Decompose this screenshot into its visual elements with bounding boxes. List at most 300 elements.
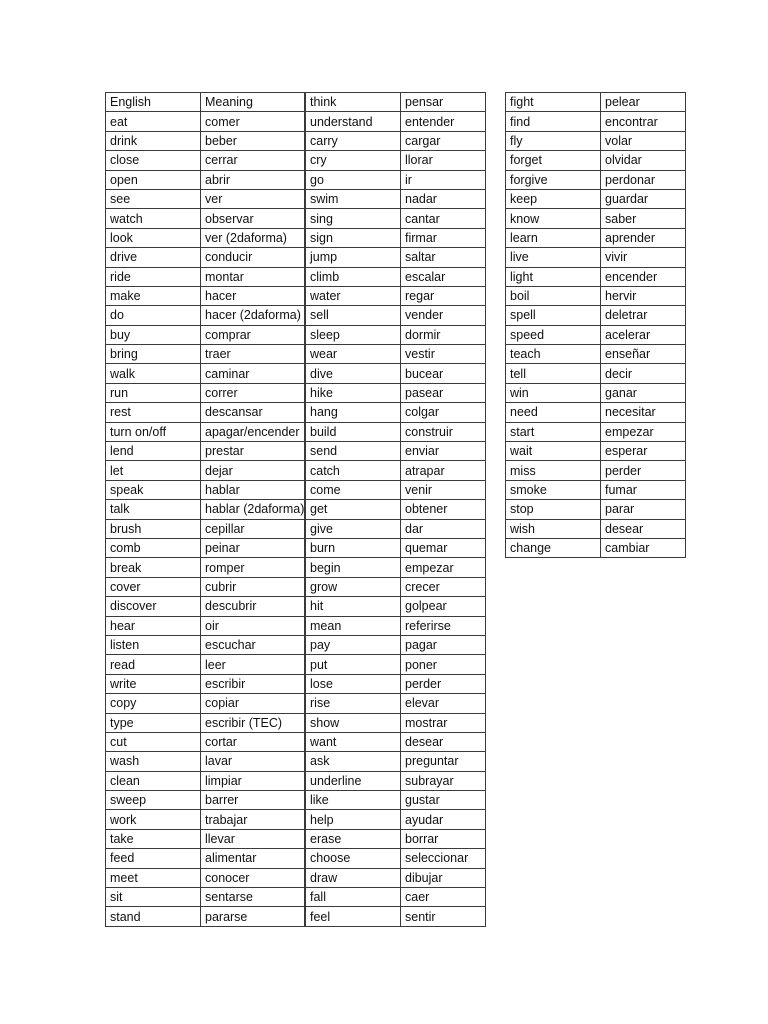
- english-word-cell: hang: [306, 403, 401, 422]
- table-row: [506, 209, 686, 228]
- table-row: [106, 151, 305, 170]
- spanish-meaning-cell: llorar: [401, 151, 486, 170]
- spanish-meaning-cell: conocer: [201, 868, 305, 887]
- english-word-cell: light: [506, 267, 601, 286]
- english-word-cell: give: [306, 519, 401, 538]
- table-row: [306, 694, 486, 713]
- spanish-meaning-cell: atrapar: [401, 461, 486, 480]
- spanish-meaning-cell: saber: [601, 209, 686, 228]
- english-word-cell: burn: [306, 538, 401, 557]
- table-row: [306, 538, 486, 557]
- table-row: [506, 500, 686, 519]
- spanish-meaning-cell: caminar: [201, 364, 305, 383]
- english-word-cell: fall: [306, 888, 401, 907]
- table-row: [106, 422, 305, 441]
- english-word-cell: brush: [106, 519, 201, 538]
- english-word-cell: get: [306, 500, 401, 519]
- vocab-table-1: [105, 92, 305, 927]
- table-row: [506, 93, 686, 112]
- english-word-cell: wear: [306, 345, 401, 364]
- english-word-cell: sign: [306, 228, 401, 247]
- english-word-cell: send: [306, 442, 401, 461]
- spanish-meaning-cell: cambiar: [601, 538, 686, 557]
- spanish-meaning-cell: observar: [201, 209, 305, 228]
- spanish-meaning-cell: pelear: [601, 93, 686, 112]
- english-word-cell: sweep: [106, 791, 201, 810]
- spanish-meaning-cell: referirse: [401, 616, 486, 635]
- english-word-cell: sell: [306, 306, 401, 325]
- table-row: [306, 888, 486, 907]
- english-word-cell: hit: [306, 597, 401, 616]
- table-row: [106, 616, 305, 635]
- english-word-cell: stop: [506, 500, 601, 519]
- table-row: [106, 189, 305, 208]
- spanish-meaning-cell: desear: [401, 732, 486, 751]
- table-row: [106, 286, 305, 305]
- spanish-meaning-cell: ver: [201, 189, 305, 208]
- english-word-cell: change: [506, 538, 601, 557]
- table-row: [106, 771, 305, 790]
- english-word-cell: fly: [506, 131, 601, 150]
- english-word-cell: speed: [506, 325, 601, 344]
- english-word-cell: smoke: [506, 480, 601, 499]
- english-word-cell: walk: [106, 364, 201, 383]
- english-word-cell: let: [106, 461, 201, 480]
- spanish-meaning-cell: regar: [401, 286, 486, 305]
- table-row: [306, 732, 486, 751]
- english-word-cell: understand: [306, 112, 401, 131]
- table-row: [306, 713, 486, 732]
- table-row: [106, 519, 305, 538]
- table-row: [106, 674, 305, 693]
- english-word-cell: break: [106, 558, 201, 577]
- english-word-cell: listen: [106, 635, 201, 654]
- english-word-cell: hear: [106, 616, 201, 635]
- spanish-meaning-cell: hacer (2daforma): [201, 306, 305, 325]
- spanish-meaning-cell: escalar: [401, 267, 486, 286]
- table-row: [106, 267, 305, 286]
- table-row: [506, 151, 686, 170]
- spanish-meaning-cell: pararse: [201, 907, 305, 926]
- english-word-cell: English: [106, 93, 201, 112]
- table-row: [506, 189, 686, 208]
- english-word-cell: lend: [106, 442, 201, 461]
- spanish-meaning-cell: limpiar: [201, 771, 305, 790]
- spanish-meaning-cell: colgar: [401, 403, 486, 422]
- spanish-meaning-cell: gustar: [401, 791, 486, 810]
- english-word-cell: sit: [106, 888, 201, 907]
- table-row: [106, 170, 305, 189]
- spanish-meaning-cell: elevar: [401, 694, 486, 713]
- spanish-meaning-cell: alimentar: [201, 849, 305, 868]
- table-row: [306, 151, 486, 170]
- table-row: [306, 442, 486, 461]
- table-row: [306, 228, 486, 247]
- spanish-meaning-cell: encender: [601, 267, 686, 286]
- table-row: [306, 674, 486, 693]
- spanish-meaning-cell: seleccionar: [401, 849, 486, 868]
- english-word-cell: live: [506, 248, 601, 267]
- spanish-meaning-cell: llevar: [201, 829, 305, 848]
- english-word-cell: talk: [106, 500, 201, 519]
- english-word-cell: come: [306, 480, 401, 499]
- table-row: [306, 364, 486, 383]
- english-word-cell: cover: [106, 577, 201, 596]
- english-word-cell: dive: [306, 364, 401, 383]
- english-word-cell: mean: [306, 616, 401, 635]
- table-row: [106, 713, 305, 732]
- english-word-cell: show: [306, 713, 401, 732]
- spanish-meaning-cell: cepillar: [201, 519, 305, 538]
- table-row: [306, 558, 486, 577]
- english-word-cell: choose: [306, 849, 401, 868]
- table-row: [306, 189, 486, 208]
- english-word-cell: meet: [106, 868, 201, 887]
- english-word-cell: erase: [306, 829, 401, 848]
- english-word-cell: draw: [306, 868, 401, 887]
- english-word-cell: pay: [306, 635, 401, 654]
- table-row: [106, 345, 305, 364]
- spanish-meaning-cell: mostrar: [401, 713, 486, 732]
- english-word-cell: stand: [106, 907, 201, 926]
- spanish-meaning-cell: cargar: [401, 131, 486, 150]
- spanish-meaning-cell: cerrar: [201, 151, 305, 170]
- spanish-meaning-cell: parar: [601, 500, 686, 519]
- table-row: [106, 752, 305, 771]
- spanish-meaning-cell: peinar: [201, 538, 305, 557]
- table-row: [306, 306, 486, 325]
- spanish-meaning-cell: trabajar: [201, 810, 305, 829]
- spanish-meaning-cell: empezar: [601, 422, 686, 441]
- english-word-cell: clean: [106, 771, 201, 790]
- english-word-cell: go: [306, 170, 401, 189]
- spanish-meaning-cell: ganar: [601, 383, 686, 402]
- table-row: [506, 112, 686, 131]
- spanish-meaning-cell: correr: [201, 383, 305, 402]
- table-row: [106, 694, 305, 713]
- spanish-meaning-cell: ver (2daforma): [201, 228, 305, 247]
- english-word-cell: turn on/off: [106, 422, 201, 441]
- english-word-cell: cry: [306, 151, 401, 170]
- table-row: [306, 267, 486, 286]
- english-word-cell: sleep: [306, 325, 401, 344]
- english-word-cell: wash: [106, 752, 201, 771]
- table-row: [506, 364, 686, 383]
- english-word-cell: tell: [506, 364, 601, 383]
- english-word-cell: underline: [306, 771, 401, 790]
- english-word-cell: discover: [106, 597, 201, 616]
- table-row: [106, 364, 305, 383]
- spanish-meaning-cell: deletrar: [601, 306, 686, 325]
- english-word-cell: open: [106, 170, 201, 189]
- table-row: [306, 93, 486, 112]
- spanish-meaning-cell: vender: [401, 306, 486, 325]
- spanish-meaning-cell: cortar: [201, 732, 305, 751]
- spanish-meaning-cell: descubrir: [201, 597, 305, 616]
- table-row: [306, 422, 486, 441]
- table-row: [506, 170, 686, 189]
- spanish-meaning-cell: pagar: [401, 635, 486, 654]
- spanish-meaning-cell: poner: [401, 655, 486, 674]
- spanish-meaning-cell: construir: [401, 422, 486, 441]
- table-row: [306, 480, 486, 499]
- english-word-cell: carry: [306, 131, 401, 150]
- english-word-cell: build: [306, 422, 401, 441]
- spanish-meaning-cell: dejar: [201, 461, 305, 480]
- spanish-meaning-cell: dar: [401, 519, 486, 538]
- spanish-meaning-cell: entender: [401, 112, 486, 131]
- spanish-meaning-cell: escribir (TEC): [201, 713, 305, 732]
- spanish-meaning-cell: cantar: [401, 209, 486, 228]
- spanish-meaning-cell: perdonar: [601, 170, 686, 189]
- spanish-meaning-cell: encontrar: [601, 112, 686, 131]
- table-row: [106, 829, 305, 848]
- english-word-cell: boil: [506, 286, 601, 305]
- spanish-meaning-cell: acelerar: [601, 325, 686, 344]
- spanish-meaning-cell: quemar: [401, 538, 486, 557]
- english-word-cell: catch: [306, 461, 401, 480]
- spanish-meaning-cell: bucear: [401, 364, 486, 383]
- spanish-meaning-cell: firmar: [401, 228, 486, 247]
- table-row: [306, 325, 486, 344]
- table-row: [306, 500, 486, 519]
- table-row: [506, 325, 686, 344]
- spanish-meaning-cell: obtener: [401, 500, 486, 519]
- table-row: [306, 635, 486, 654]
- table-row: [106, 558, 305, 577]
- table-row: [106, 461, 305, 480]
- table-row: [306, 383, 486, 402]
- english-word-cell: see: [106, 189, 201, 208]
- table-row: [506, 442, 686, 461]
- table-row: [306, 403, 486, 422]
- table-row: [106, 306, 305, 325]
- english-word-cell: win: [506, 383, 601, 402]
- spanish-meaning-cell: hacer: [201, 286, 305, 305]
- spanish-meaning-cell: hervir: [601, 286, 686, 305]
- spanish-meaning-cell: ayudar: [401, 810, 486, 829]
- english-word-cell: buy: [106, 325, 201, 344]
- spanish-meaning-cell: sentarse: [201, 888, 305, 907]
- table-row: [106, 577, 305, 596]
- spanish-meaning-cell: dormir: [401, 325, 486, 344]
- spanish-meaning-cell: barrer: [201, 791, 305, 810]
- table-row: [106, 655, 305, 674]
- table-row: [306, 868, 486, 887]
- spanish-meaning-cell: Meaning: [201, 93, 305, 112]
- table-row: [106, 112, 305, 131]
- table-row: [506, 248, 686, 267]
- spanish-meaning-cell: necesitar: [601, 403, 686, 422]
- table-row: [106, 228, 305, 247]
- english-word-cell: forget: [506, 151, 601, 170]
- spanish-meaning-cell: montar: [201, 267, 305, 286]
- english-word-cell: make: [106, 286, 201, 305]
- english-word-cell: miss: [506, 461, 601, 480]
- spanish-meaning-cell: cubrir: [201, 577, 305, 596]
- table-row: [106, 868, 305, 887]
- english-word-cell: read: [106, 655, 201, 674]
- table-row: [306, 791, 486, 810]
- english-word-cell: close: [106, 151, 201, 170]
- table-row: [506, 131, 686, 150]
- spanish-meaning-cell: prestar: [201, 442, 305, 461]
- english-word-cell: look: [106, 228, 201, 247]
- table-row: [106, 480, 305, 499]
- spanish-meaning-cell: traer: [201, 345, 305, 364]
- spanish-meaning-cell: borrar: [401, 829, 486, 848]
- english-word-cell: water: [306, 286, 401, 305]
- table-row: [306, 849, 486, 868]
- table-row: [506, 480, 686, 499]
- english-word-cell: climb: [306, 267, 401, 286]
- spanish-meaning-cell: aprender: [601, 228, 686, 247]
- english-word-cell: ask: [306, 752, 401, 771]
- english-word-cell: write: [106, 674, 201, 693]
- table-row: [306, 112, 486, 131]
- english-word-cell: do: [106, 306, 201, 325]
- table-row: [106, 888, 305, 907]
- english-word-cell: eat: [106, 112, 201, 131]
- spanish-meaning-cell: conducir: [201, 248, 305, 267]
- english-word-cell: drive: [106, 248, 201, 267]
- english-word-cell: lose: [306, 674, 401, 693]
- table-row: [306, 771, 486, 790]
- spanish-meaning-cell: descansar: [201, 403, 305, 422]
- table-row: [106, 907, 305, 926]
- english-word-cell: jump: [306, 248, 401, 267]
- table-row: [306, 577, 486, 596]
- table-row: [506, 267, 686, 286]
- english-word-cell: swim: [306, 189, 401, 208]
- english-word-cell: need: [506, 403, 601, 422]
- spanish-meaning-cell: sentir: [401, 907, 486, 926]
- english-word-cell: feed: [106, 849, 201, 868]
- table-row: [106, 791, 305, 810]
- english-word-cell: rise: [306, 694, 401, 713]
- spanish-meaning-cell: venir: [401, 480, 486, 499]
- table-row: [106, 93, 305, 112]
- spanish-meaning-cell: guardar: [601, 189, 686, 208]
- table-row: [506, 286, 686, 305]
- spanish-meaning-cell: lavar: [201, 752, 305, 771]
- english-word-cell: comb: [106, 538, 201, 557]
- table-row: [306, 170, 486, 189]
- english-word-cell: take: [106, 829, 201, 848]
- english-word-cell: forgive: [506, 170, 601, 189]
- spanish-meaning-cell: saltar: [401, 248, 486, 267]
- english-word-cell: copy: [106, 694, 201, 713]
- table-row: [306, 519, 486, 538]
- table-row: [106, 635, 305, 654]
- english-word-cell: sing: [306, 209, 401, 228]
- spanish-meaning-cell: beber: [201, 131, 305, 150]
- english-word-cell: cut: [106, 732, 201, 751]
- spanish-meaning-cell: perder: [401, 674, 486, 693]
- spanish-meaning-cell: decir: [601, 364, 686, 383]
- spanish-meaning-cell: fumar: [601, 480, 686, 499]
- english-word-cell: start: [506, 422, 601, 441]
- spanish-meaning-cell: vestir: [401, 345, 486, 364]
- table-row: [306, 907, 486, 926]
- english-word-cell: learn: [506, 228, 601, 247]
- spanish-meaning-cell: enseñar: [601, 345, 686, 364]
- table-row: [106, 538, 305, 557]
- table-row: [506, 519, 686, 538]
- spanish-meaning-cell: escuchar: [201, 635, 305, 654]
- spanish-meaning-cell: nadar: [401, 189, 486, 208]
- english-word-cell: drink: [106, 131, 201, 150]
- spanish-meaning-cell: esperar: [601, 442, 686, 461]
- english-word-cell: rest: [106, 403, 201, 422]
- english-word-cell: run: [106, 383, 201, 402]
- spanish-meaning-cell: dibujar: [401, 868, 486, 887]
- spanish-meaning-cell: empezar: [401, 558, 486, 577]
- spanish-meaning-cell: comprar: [201, 325, 305, 344]
- spanish-meaning-cell: caer: [401, 888, 486, 907]
- table-row: [306, 345, 486, 364]
- spanish-meaning-cell: preguntar: [401, 752, 486, 771]
- table-row: [106, 500, 305, 519]
- english-word-cell: teach: [506, 345, 601, 364]
- table-row: [306, 248, 486, 267]
- english-word-cell: speak: [106, 480, 201, 499]
- table-row: [306, 286, 486, 305]
- english-word-cell: help: [306, 810, 401, 829]
- table-row: [106, 248, 305, 267]
- table-row: [506, 403, 686, 422]
- english-word-cell: begin: [306, 558, 401, 577]
- spanish-meaning-cell: oir: [201, 616, 305, 635]
- english-word-cell: wish: [506, 519, 601, 538]
- english-word-cell: want: [306, 732, 401, 751]
- table-row: [106, 810, 305, 829]
- english-word-cell: think: [306, 93, 401, 112]
- table-row: [306, 655, 486, 674]
- table-row: [506, 461, 686, 480]
- table-row: [506, 345, 686, 364]
- english-word-cell: ride: [106, 267, 201, 286]
- spanish-meaning-cell: hablar: [201, 480, 305, 499]
- table-row: [106, 732, 305, 751]
- english-word-cell: hike: [306, 383, 401, 402]
- english-word-cell: grow: [306, 577, 401, 596]
- table-row: [506, 228, 686, 247]
- spanish-meaning-cell: escribir: [201, 674, 305, 693]
- table-row: [306, 461, 486, 480]
- table-row: [106, 403, 305, 422]
- table-row: [306, 829, 486, 848]
- spanish-meaning-cell: romper: [201, 558, 305, 577]
- english-word-cell: fight: [506, 93, 601, 112]
- table-row: [506, 306, 686, 325]
- spanish-meaning-cell: apagar/encender: [201, 422, 305, 441]
- english-word-cell: spell: [506, 306, 601, 325]
- spanish-meaning-cell: subrayar: [401, 771, 486, 790]
- english-word-cell: watch: [106, 209, 201, 228]
- table-row: [506, 383, 686, 402]
- spanish-meaning-cell: enviar: [401, 442, 486, 461]
- spanish-meaning-cell: crecer: [401, 577, 486, 596]
- table-row: [106, 849, 305, 868]
- spanish-meaning-cell: copiar: [201, 694, 305, 713]
- spanish-meaning-cell: hablar (2daforma): [201, 500, 305, 519]
- spanish-meaning-cell: perder: [601, 461, 686, 480]
- spanish-meaning-cell: golpear: [401, 597, 486, 616]
- table-row: [106, 325, 305, 344]
- table-row: [106, 597, 305, 616]
- spanish-meaning-cell: pasear: [401, 383, 486, 402]
